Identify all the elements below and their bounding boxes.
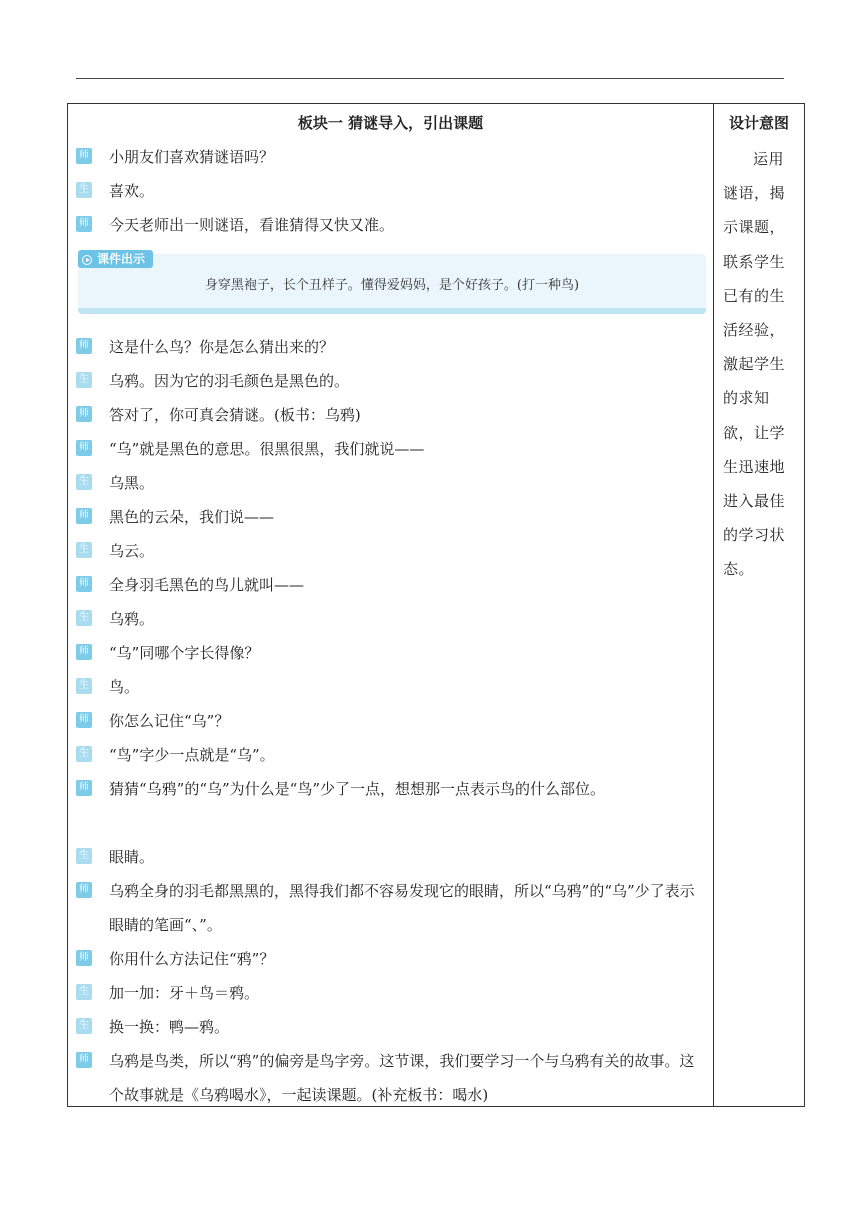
dialogue-line [76,208,706,242]
dialogue-text: 全身羽毛黑色的鸟儿就叫—— [109,576,305,594]
dialogue-text: 乌鸦。因为它的羽毛颜色是黑色的。 [109,372,350,390]
courseware-bottom-bar [78,308,706,314]
dialogue-text: 答对了，你可真会猜谜。(板书：乌鸦) [109,406,361,424]
student-tag-icon: 生 [76,678,92,694]
dialogue-text: 猜猜“乌鸦”的“乌”为什么是“鸟”少了一点，想想那一点表示鸟的什么部位。 [109,780,606,798]
dialogue-text: “乌”同哪个字长得像？ [109,644,260,662]
dialogue-line [76,140,706,174]
dialogue-line [76,568,706,602]
student-tag-icon: 生 [76,984,92,1000]
dialogue-line [76,432,706,466]
dialogue-line [76,840,706,874]
dialogue-text: 加一加：牙＋鸟＝鸦。 [109,984,260,1002]
dialogue-line [76,738,706,772]
teacher-tag-icon: 师 [76,950,92,966]
teacher-tag-icon: 师 [76,1052,92,1068]
column-divider [713,104,714,1106]
dialogue-text: 乌鸦全身的羽毛都黑黑的，黑得我们都不容易发现它的眼睛，所以“乌鸦”的“乌”少了表示眼睛的笔画“、”。 [109,882,695,934]
dialogue-text: “鸟”字少一点就是“乌”。 [109,746,275,764]
teacher-tag-icon: 师 [76,780,92,796]
dialogue-text: 乌鸦是鸟类，所以“鸦”的偏旁是鸟字旁。这节课，我们要学习一个与乌鸦有关的故事。这个故事就是《乌鸦喝水》，一起读课题。(补充板书：喝水) [109,1052,695,1104]
dialogue-text: 小朋友们喜欢猜谜语吗？ [109,148,275,166]
teacher-tag-icon: 师 [76,882,92,898]
student-tag-icon: 生 [76,848,92,864]
dialogue-text: 喜欢。 [109,182,155,200]
teacher-tag-icon: 师 [76,148,92,164]
courseware-label-text: 课件出示 [97,252,146,266]
dialogue-line [76,534,706,568]
dialogue-line [76,874,706,942]
teacher-tag-icon: 师 [76,712,92,728]
dialogue-text: 今天老师出一则谜语，看谁猜得又快又准。 [109,216,395,234]
dialogue-line [76,670,706,704]
dialogue-line [76,1044,706,1112]
dialogue-line [76,602,706,636]
dialogue-text: 你怎么记住“乌”？ [109,712,230,730]
dialogue-line [76,772,706,840]
dialogue-line [76,704,706,738]
section-title: 板块一 猜谜导入，引出课题 [297,114,484,132]
dialogue-line [76,466,706,500]
student-tag-icon: 生 [76,542,92,558]
teacher-tag-icon: 师 [76,644,92,660]
dialogue-text: 换一换：鸭—鸦。 [109,1018,230,1036]
dialogue-text: 你用什么方法记住“鸦”？ [109,950,275,968]
dialogue-text: 乌鸦。 [109,610,155,628]
dialogue-text: 这是什么鸟？你是怎么猜出来的？ [109,338,335,356]
design-intent-text: 运用谜语，揭示课题，联系学生已有的生活经验，激起学生的求知欲，让学生迅速地进入最佳的学习状态。 [723,150,786,579]
dialogue-line [76,500,706,534]
courseware-box [78,250,706,318]
dialogue-line [76,364,706,398]
teacher-tag-icon: 师 [76,406,92,422]
teacher-tag-icon: 师 [76,338,92,354]
dialogue-line [76,1010,706,1044]
teacher-tag-icon: 师 [76,216,92,232]
teacher-tag-icon: 师 [76,508,92,524]
student-tag-icon: 生 [76,746,92,762]
dialogue-text: 乌黑。 [109,474,155,492]
student-tag-icon: 生 [76,610,92,626]
student-tag-icon: 生 [76,372,92,388]
dialogue-text: 眼睛。 [109,848,155,866]
student-tag-icon: 生 [76,182,92,198]
student-tag-icon: 生 [76,474,92,490]
dialogue-text: “乌”就是黑色的意思。很黑很黑，我们就说—— [109,440,425,458]
lesson-plan-table [67,103,805,1107]
dialogue-line [76,330,706,364]
courseware-label [78,250,153,268]
student-tag-icon: 生 [76,1018,92,1034]
riddle-text: 身穿黑袍子，长个丑样子。懂得爱妈妈，是个好孩子。(打一种鸟) [204,278,580,293]
dialogue-line [76,636,706,670]
dialogue-text: 乌云。 [109,542,155,560]
dialogue-text: 鸟。 [109,678,140,696]
teacher-tag-icon: 师 [76,576,92,592]
play-icon [82,255,92,265]
dialogue-text: 黑色的云朵，我们说—— [109,508,275,526]
dialogue-line [76,174,706,208]
design-intent-title: 设计意图 [728,114,789,132]
teacher-tag-icon: 师 [76,440,92,456]
dialogue-line [76,976,706,1010]
dialogue-line [76,942,706,976]
dialogue-line [76,398,706,432]
header-rule [76,78,784,79]
